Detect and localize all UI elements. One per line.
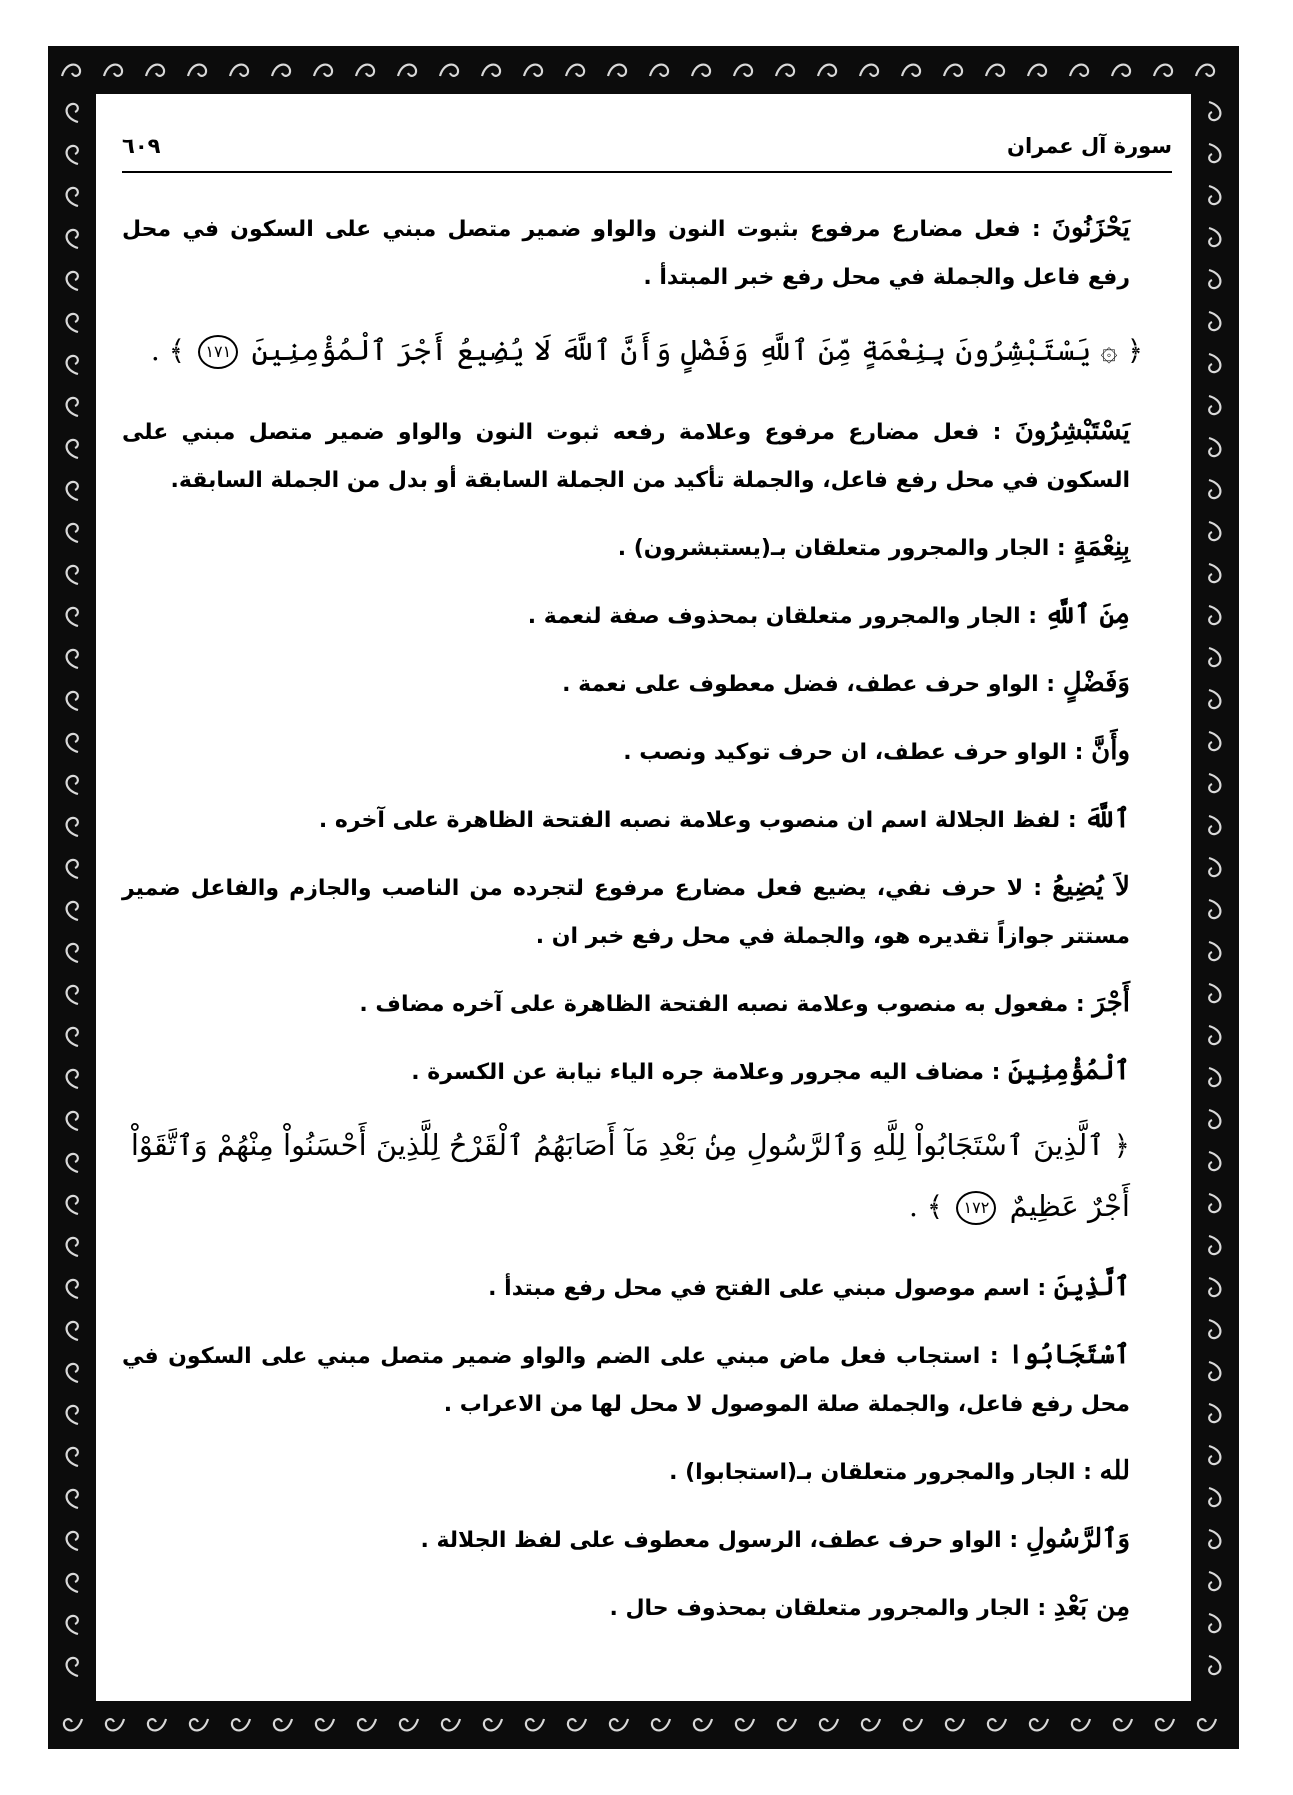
entry-text: مفعول به منصوب وعلامة نصبه الفتحة الظاهرة على آخره مضاف .: [359, 992, 1069, 1017]
page-header: [122, 130, 1172, 174]
entry-term: ٱلَّذِينَ: [1053, 1272, 1130, 1302]
parse-entry: يَسْتَبْشِرُونَ : فعل مضارع مرفوع وعلامة رفعه ثبوت النون والواو ضمير متصل مبني على السكون في محل رفع فاعل، والجملة تأكيد من الجملة السابقة أو بدل من الجملة السابقة.: [122, 416, 1131, 493]
quran-verse: [122, 320, 1172, 381]
entry-text: اسم موصول مبني على الفتح في محل رفع مبتدأ .: [488, 1276, 1030, 1301]
entry-text: مضاف اليه مجرور وعلامة جره الياء نيابة عن الكسرة .: [411, 1060, 984, 1085]
entry-text: الجار والمجرور متعلقان بـ(يستبشرون) .: [617, 536, 1050, 561]
entry-text: لا حرف نفي، يضيع فعل مضارع مرفوع لتجرده من الناصب والجازم والفاعل ضمير مستتر جوازاً تقديره هو، والجملة في محل رفع خبر ان .: [122, 876, 1130, 949]
parse-entry: مِن بَعْدِ : الجار والمجرور متعلقان بمحذوف حال .: [609, 1592, 1130, 1622]
entry-term: أَجْرَ: [1092, 988, 1130, 1018]
quran-verse: [122, 1115, 1172, 1237]
entry-text: الجار والمجرور متعلقان بمحذوف حال .: [609, 1596, 1030, 1621]
entry-text: الواو حرف عطف، فضل معطوف على نعمة .: [562, 672, 1039, 697]
entry-term: وَٱلرَّسُولِ: [1025, 1524, 1130, 1554]
entry-term: يَحْزَنُونَ: [1051, 213, 1130, 243]
parse-entry: أَجْرَ : مفعول به منصوب وعلامة نصبه الفتحة الظاهرة على آخره مضاف .: [359, 988, 1130, 1018]
entry-term: لله: [1099, 1456, 1130, 1486]
parse-entry: ٱللَّهَ : لفظ الجلالة اسم ان منصوب وعلامة نصبه الفتحة الظاهرة على آخره .: [318, 804, 1130, 834]
ayah-number-marker: ١٧٢: [956, 1191, 996, 1225]
parse-entry: وَٱلرَّسُولِ : الواو حرف عطف، الرسول معطوف على لفظ الجلالة .: [420, 1524, 1130, 1554]
entry-text: فعل مضارع مرفوع بثبوت النون والواو ضمير متصل مبني على السكون في محل رفع فاعل والجملة في محل رفع خبر المبتدأ .: [122, 217, 1130, 290]
parse-entry: بِنِعْمَةٍ : الجار والمجرور متعلقان بـ(يستبشرون) .: [617, 532, 1130, 562]
entry-text: الجار والمجرور متعلقان بمحذوف صفة لنعمة .: [527, 604, 1021, 629]
verse-close-bracket: ﴾ .: [908, 1190, 944, 1223]
verse-text: ۞ يَسْتَبْشِرُونَ بِنِعْمَةٍ مِّنَ ٱللَّهِ وَفَضْلٍ وَأَنَّ ٱللَّهَ لَا يُضِيعُ أَجْرَ ٱلْمُؤْمِنِينَ: [251, 333, 1118, 367]
page-number: ٦٠٩: [122, 134, 161, 158]
entry-text: فعل مضارع مرفوع وعلامة رفعه ثبوت النون والواو ضمير متصل مبني على السكون في محل رفع فاعل، والجملة تأكيد من الجملة السابقة أو بدل من الجملة السابقة.: [122, 420, 1130, 493]
page: [122, 130, 1172, 1675]
entry-term: وَفَضْلٍ: [1062, 668, 1130, 698]
entry-text: استجاب فعل ماض مبني على الضم والواو ضمير متصل مبني على السكون في محل رفع فاعل، والجملة صلة الموصول لا محل لها من الاعراب .: [122, 1344, 1130, 1417]
parse-entry: ٱسْتَجَابُوا : استجاب فعل ماض مبني على الضم والواو ضمير متصل مبني على السكون في محل رفع فاعل، والجملة صلة الموصول لا محل لها من الاعراب .: [122, 1340, 1130, 1417]
parse-entry: ٱلْمُؤْمِنِينَ : مضاف اليه مجرور وعلامة جره الياء نيابة عن الكسرة .: [411, 1056, 1130, 1086]
parse-entry: لاَ يُضِيعُ : لا حرف نفي، يضيع فعل مضارع مرفوع لتجرده من الناصب والجازم والفاعل ضمير مستتر جوازاً تقديره هو، والجملة في محل رفع خبر ان .: [122, 872, 1130, 949]
ayah-number-marker: ١٧١: [198, 335, 238, 369]
entry-term: ٱللَّهَ: [1084, 804, 1130, 834]
header-rule: [122, 171, 1172, 173]
verse-close-bracket: ﴾ .: [150, 334, 186, 367]
parse-entry: وَفَضْلٍ : الواو حرف عطف، فضل معطوف على نعمة .: [562, 668, 1130, 698]
entry-text: الواو حرف عطف، الرسول معطوف على لفظ الجلالة .: [420, 1528, 1002, 1553]
parse-entry: يَحْزَنُونَ : فعل مضارع مرفوع بثبوت النون والواو ضمير متصل مبني على السكون في محل رفع فاعل والجملة في محل رفع خبر المبتدأ .: [122, 213, 1130, 290]
verse-text: ٱلَّذِينَ ٱسْتَجَابُواْ لِلَّهِ وَٱلرَّسُولِ مِنۢ بَعْدِ مَآ أَصَابَهُمُ ٱلْقَرْحُ لِلَّذِينَ أَحْسَنُواْ مِنْهُمْ وَٱتَّقَوْاْ أَجْرٌ عَظِيمٌ: [130, 1128, 1130, 1223]
entry-term: ٱلْمُؤْمِنِينَ: [1008, 1056, 1130, 1086]
parse-entry: ٱلَّذِينَ : اسم موصول مبني على الفتح في محل رفع مبتدأ .: [488, 1272, 1130, 1302]
entry-term: ٱسْتَجَابُوا: [1008, 1340, 1130, 1370]
surah-title: سورة آل عمران: [1007, 134, 1172, 158]
entry-term: مِنَ ٱللَّهِ: [1044, 600, 1130, 630]
entry-term: يَسْتَبْشِرُونَ: [1014, 416, 1131, 446]
parse-entry: لله : الجار والمجرور متعلقان بـ(استجابوا) .: [669, 1456, 1130, 1486]
entry-text: لفظ الجلالة اسم ان منصوب وعلامة نصبه الفتحة الظاهرة على آخره .: [318, 808, 1061, 833]
entry-term: مِن بَعْدِ: [1053, 1592, 1130, 1622]
entry-text: الواو حرف عطف، ان حرف توكيد ونصب .: [623, 740, 1067, 765]
entry-term: لاَ يُضِيعُ: [1052, 872, 1130, 902]
verse-open-bracket: ﴿: [1113, 1129, 1130, 1162]
page-body: [122, 204, 1172, 1651]
verse-open-bracket: ﴿: [1126, 334, 1144, 367]
entry-text: الجار والمجرور متعلقان بـ(استجابوا) .: [669, 1460, 1076, 1485]
entry-term: وأَنَّ: [1091, 736, 1130, 766]
parse-entry: مِنَ ٱللَّهِ : الجار والمجرور متعلقان بمحذوف صفة لنعمة .: [527, 600, 1130, 630]
entry-term: بِنِعْمَةٍ: [1073, 532, 1130, 562]
parse-entry: وأَنَّ : الواو حرف عطف، ان حرف توكيد ونصب .: [623, 736, 1130, 766]
